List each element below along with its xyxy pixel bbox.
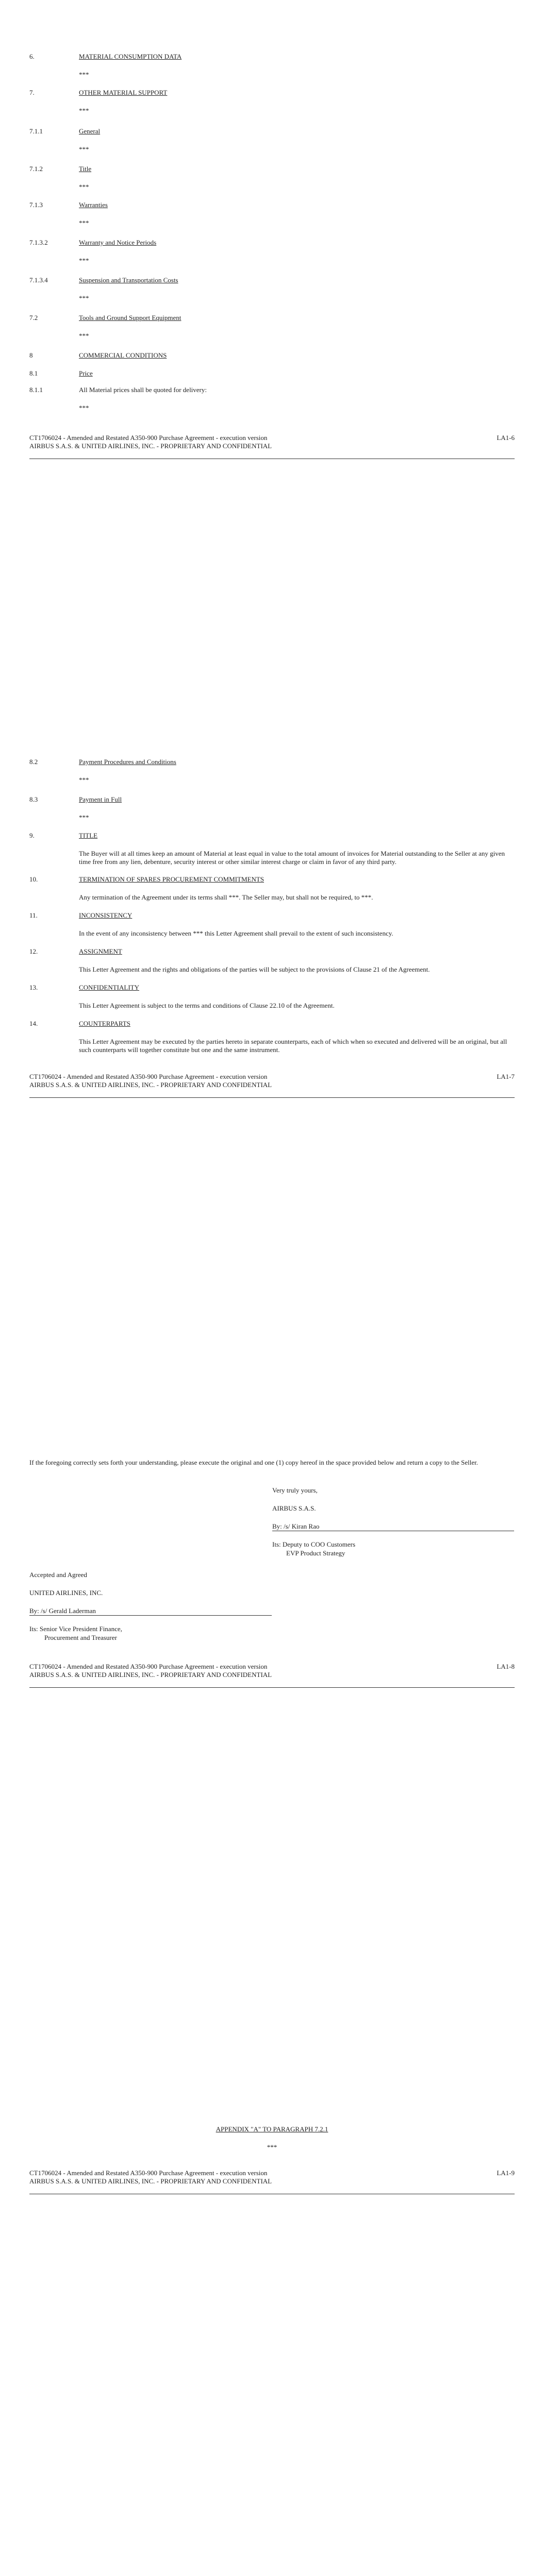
section-heading: Suspension and Transportation Costs — [79, 276, 178, 284]
section-number: 7.1.3.4 — [29, 276, 48, 284]
footer-page-ref: LA1-9 — [497, 2169, 515, 2177]
section-text: All Material prices shall be quoted for delivery: — [79, 386, 207, 394]
section-heading: TERMINATION OF SPARES PROCUREMENT COMMITMENTS — [79, 875, 264, 883]
footer-document-title: CT1706024 - Amended and Restated A350-900 Purchase Agreement - execution version — [29, 2169, 268, 2177]
section-heading: CONFIDENTIALITY — [79, 984, 139, 991]
section-heading: COMMERCIAL CONDITIONS — [79, 351, 167, 359]
redaction-stars: *** — [79, 107, 89, 114]
seller-title-line1: Its: Deputy to COO Customers — [272, 1540, 356, 1548]
section-heading: TITLE — [79, 832, 98, 839]
section-heading: Title — [79, 165, 92, 173]
section-number: 8.3 — [29, 795, 38, 803]
section-text: The Buyer will at all times keep an amount of Material at least equal in value to the total amount of invoices for Material outstanding to the Seller at any given time free from any lien, debenture, security interest or other similar interest charge or claim in favor of any third party. — [79, 850, 505, 866]
section-text: Any termination of the Agreement under its terms shall ***. The Seller may, but shall not be required, to ***. — [79, 893, 373, 901]
section-number: 14. — [29, 1020, 38, 1027]
footer-rule — [29, 1097, 515, 1098]
seller-signature-line: By: /s/ Kiran Rao — [272, 1522, 514, 1531]
redaction-stars: *** — [79, 257, 89, 264]
appendix-title: APPENDIX "A" TO PARAGRAPH 7.2.1 — [216, 2125, 328, 2133]
section-heading: Tools and Ground Support Equipment — [79, 314, 182, 321]
buyer-signature-line: By: /s/ Gerald Laderman — [29, 1607, 272, 1616]
footer-document-title: CT1706024 - Amended and Restated A350-900 Purchase Agreement - execution version — [29, 1663, 268, 1670]
section-text: This Letter Agreement is subject to the terms and conditions of Clause 22.10 of the Agreement. — [79, 1002, 335, 1009]
section-number: 8.1 — [29, 369, 38, 377]
footer-document-title: CT1706024 - Amended and Restated A350-900 Purchase Agreement - execution version — [29, 1073, 268, 1080]
seller-title-line2: EVP Product Strategy — [286, 1549, 345, 1557]
footer-page-ref: LA1-8 — [497, 1663, 515, 1670]
redaction-stars: *** — [79, 145, 89, 153]
section-number: 8 — [29, 351, 33, 359]
closing-salutation: Very truly yours, — [272, 1486, 318, 1494]
section-text: This Letter Agreement and the rights and obligations of the parties will be subject to the provisions of Clause 21 of the Agreement. — [79, 965, 430, 973]
section-number: 8.2 — [29, 758, 38, 766]
section-heading: Payment in Full — [79, 795, 122, 803]
buyer-title-line1: Its: Senior Vice President Finance, — [29, 1625, 122, 1633]
footer-confidentiality: AIRBUS S.A.S. & UNITED AIRLINES, INC. - PROPRIETARY AND CONFIDENTIAL — [29, 2177, 272, 2185]
footer-rule — [29, 1687, 515, 1688]
section-text: This Letter Agreement may be executed by the parties hereto in separate counterparts, each of which when so executed and delivered will be an original, but all such counterparts will together constitute but one and the same instrument. — [79, 1038, 507, 1054]
section-heading: INCONSISTENCY — [79, 911, 133, 919]
section-heading: General — [79, 127, 101, 135]
section-number: 9. — [29, 832, 35, 839]
buyer-title-line2: Procurement and Treasurer — [44, 1634, 117, 1641]
section-heading: Payment Procedures and Conditions — [79, 758, 176, 766]
redaction-stars: *** — [79, 219, 89, 227]
footer-page-ref: LA1-6 — [497, 434, 515, 442]
footer-confidentiality: AIRBUS S.A.S. & UNITED AIRLINES, INC. - PROPRIETARY AND CONFIDENTIAL — [29, 1671, 272, 1679]
section-number: 12. — [29, 947, 38, 955]
section-number: 7.1.1 — [29, 127, 43, 135]
section-number: 7.2 — [29, 314, 38, 321]
section-number: 8.1.1 — [29, 386, 43, 394]
section-heading: COUNTERPARTS — [79, 1020, 130, 1027]
section-number: 11. — [29, 911, 38, 919]
redaction-stars: *** — [79, 332, 89, 340]
section-number: 7.1.3.2 — [29, 239, 48, 246]
section-heading: Price — [79, 369, 93, 377]
section-number: 7.1.2 — [29, 165, 43, 173]
accepted-label: Accepted and Agreed — [29, 1571, 87, 1579]
redaction-stars: *** — [79, 294, 89, 302]
section-number: 10. — [29, 875, 38, 883]
seller-name: AIRBUS S.A.S. — [272, 1504, 316, 1512]
section-heading: Warranty and Notice Periods — [79, 239, 157, 246]
redaction-stars: *** — [79, 183, 89, 191]
buyer-name: UNITED AIRLINES, INC. — [29, 1589, 103, 1597]
section-heading: Warranties — [79, 201, 108, 209]
redaction-stars: *** — [79, 814, 89, 821]
section-number: 7. — [29, 89, 35, 96]
section-number: 7.1.3 — [29, 201, 43, 209]
intro-paragraph: If the foregoing correctly sets forth your understanding, please execute the original and one (1) copy hereof in the space provided below and return a copy to the Seller. — [29, 1459, 478, 1466]
redaction-stars: *** — [267, 2143, 277, 2151]
section-heading: OTHER MATERIAL SUPPORT — [79, 89, 168, 96]
footer-document-title: CT1706024 - Amended and Restated A350-900 Purchase Agreement - execution version — [29, 434, 268, 442]
footer-confidentiality: AIRBUS S.A.S. & UNITED AIRLINES, INC. - PROPRIETARY AND CONFIDENTIAL — [29, 1081, 272, 1089]
section-text: In the event of any inconsistency between *** this Letter Agreement shall prevail to the extent of such inconsistency. — [79, 929, 393, 937]
redaction-stars: *** — [79, 776, 89, 784]
footer-confidentiality: AIRBUS S.A.S. & UNITED AIRLINES, INC. - PROPRIETARY AND CONFIDENTIAL — [29, 442, 272, 450]
section-heading: MATERIAL CONSUMPTION DATA — [79, 53, 182, 60]
section-number: 6. — [29, 53, 35, 60]
footer-page-ref: LA1-7 — [497, 1073, 515, 1080]
redaction-stars: *** — [79, 71, 89, 78]
section-number: 13. — [29, 984, 38, 991]
section-heading: ASSIGNMENT — [79, 947, 122, 955]
redaction-stars: *** — [79, 404, 89, 412]
